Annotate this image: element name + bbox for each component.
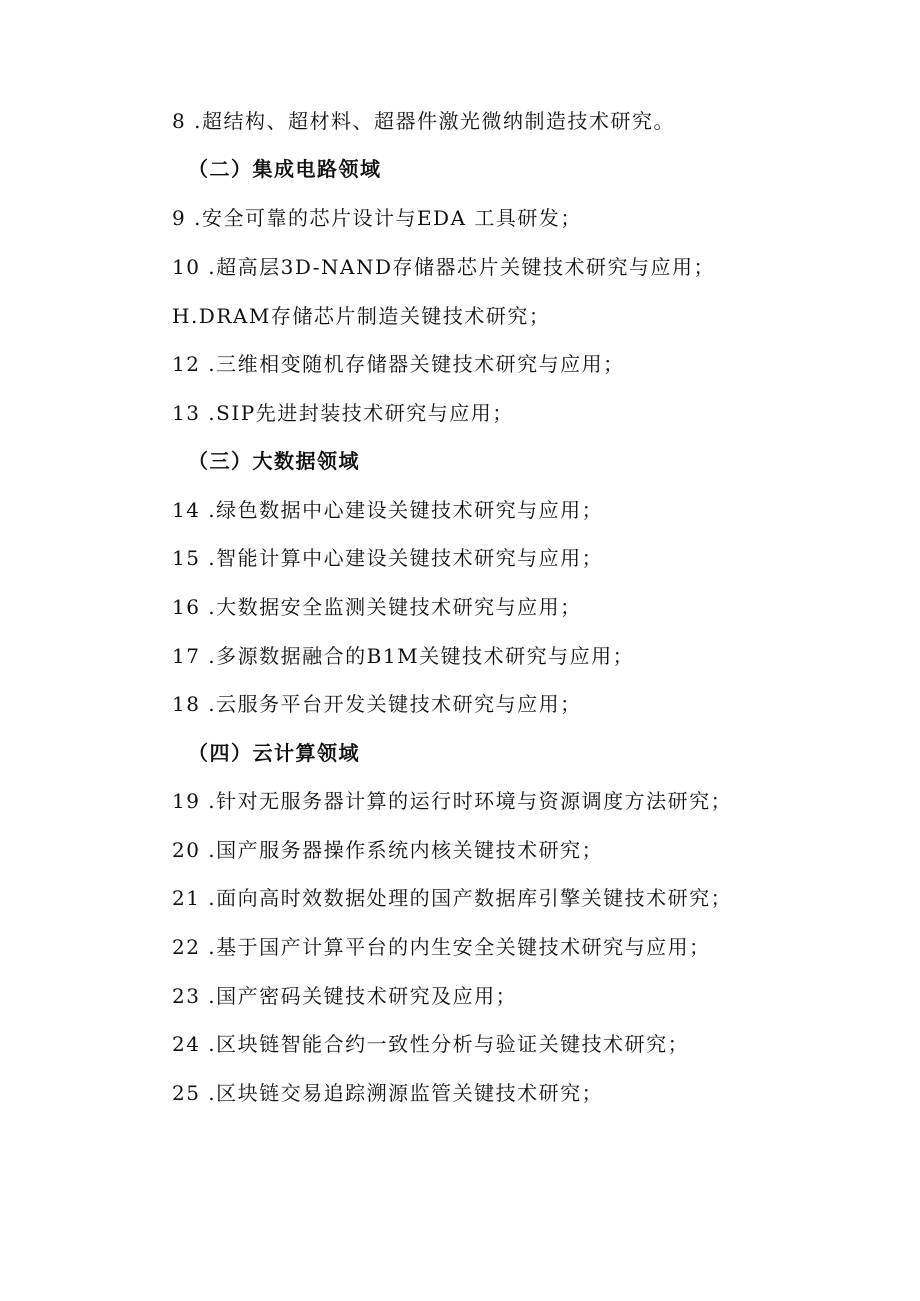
list-item: 13 .SIP先进封装技术研究与应用； <box>172 401 514 425</box>
list-item: 12 .三维相变随机存储器关键技术研究与应用； <box>172 352 625 376</box>
list-item: 9 .安全可靠的芯片设计与EDA 工具研发； <box>172 206 582 230</box>
list-item: 10 .超高层3D-NAND存储器芯片关键技术研究与应用； <box>172 255 716 279</box>
list-item: 18 .云服务平台开发关键技术研究与应用； <box>172 692 582 716</box>
list-item: 16 .大数据安全监测关键技术研究与应用； <box>172 595 582 619</box>
list-item: 25 .区块链交易追踪溯源监管关键技术研究； <box>172 1081 604 1105</box>
list-item: 14 .绿色数据中心建设关键技术研究与应用； <box>172 498 604 522</box>
list-item: 23 .国产密码关键技术研究及应用； <box>172 984 518 1008</box>
list-item: 8 .超结构、超材料、超器件激光微纳制造技术研究。 <box>172 109 675 133</box>
list-item: 17 .多源数据融合的B1M关键技术研究与应用； <box>172 644 635 668</box>
section-heading: （四）云计算领域 <box>188 741 360 765</box>
list-item: 20 .国产服务器操作系统内核关键技术研究； <box>172 838 604 862</box>
list-item: 21 .面向高时效数据处理的国产数据库引擎关键技术研究； <box>172 886 733 910</box>
list-item: 15 .智能计算中心建设关键技术研究与应用； <box>172 546 604 570</box>
list-item: 24 .区块链智能合约一致性分析与验证关键技术研究； <box>172 1032 690 1056</box>
section-heading: （二）集成电路领域 <box>188 157 382 181</box>
section-heading: （三）大数据领域 <box>188 449 360 473</box>
list-item: 22 .基于国产计算平台的内生安全关键技术研究与应用； <box>172 935 711 959</box>
list-item: H.DRAM存储芯片制造关键技术研究； <box>172 304 551 328</box>
list-item: 19 .针对无服务器计算的运行时环境与资源调度方法研究； <box>172 789 733 813</box>
